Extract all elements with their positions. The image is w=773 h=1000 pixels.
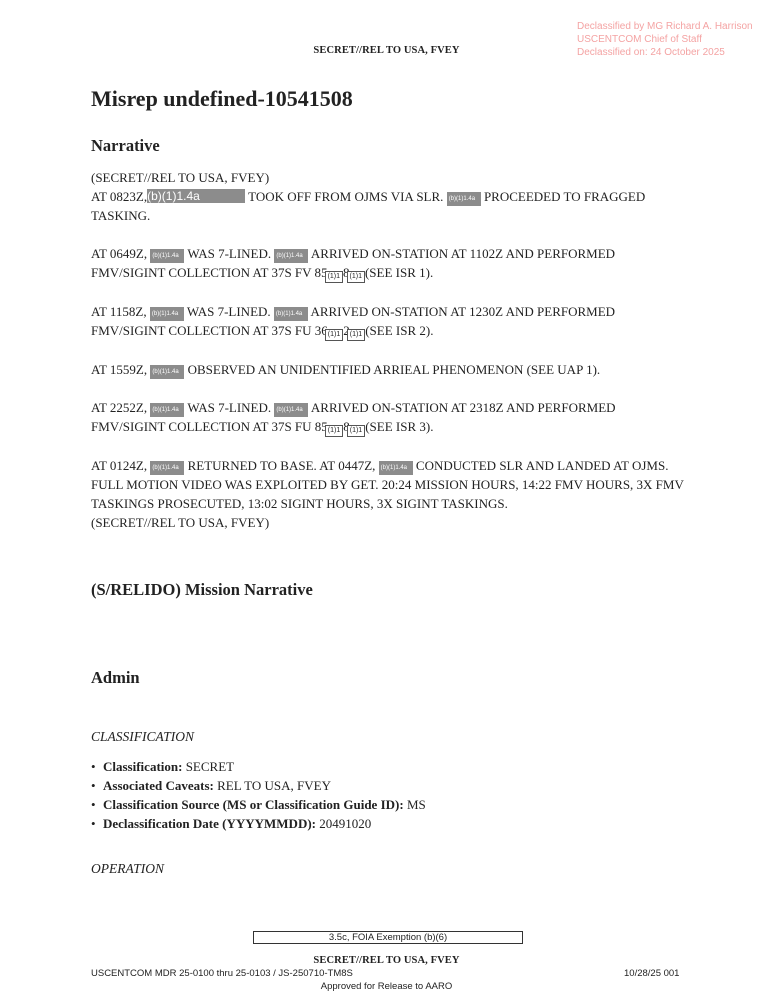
foia-exemption-box: 3.5c, FOIA Exemption (b)(6) bbox=[253, 931, 523, 944]
redaction-box: (1)1 bbox=[325, 271, 343, 283]
narrative-heading: Narrative bbox=[91, 136, 160, 155]
narrative-body bbox=[91, 168, 691, 532]
classification-marking: (SECRET//REL TO USA, FVEY) bbox=[91, 515, 270, 530]
redaction-box: (1)1 bbox=[347, 329, 365, 341]
redaction-box: (b)(1)1.4a bbox=[274, 307, 308, 321]
redaction-box: (b)(1)1.4a bbox=[274, 249, 308, 263]
footer-date-page: 10/28/25 001 bbox=[624, 968, 680, 979]
redaction-box: (b)(1)1.4a bbox=[150, 461, 184, 475]
redaction-box: (b)(1)1.4a bbox=[150, 249, 184, 263]
admin-heading: Admin bbox=[91, 668, 140, 687]
narrative-paragraph-5: AT 2252Z, (b)(1)1.4a WAS 7-LINED. (b)(1)1.4a ARRIVED ON-STATION AT 2318Z AND PERFORMED FMV/SIGINT COLLECTION AT 37S FU 85 (1)1 8 (1)1 (SEE ISR 3). bbox=[91, 398, 691, 437]
redaction-box: (b)(1)1.4a bbox=[274, 403, 308, 417]
narrative-paragraph-1: AT 0823Z,(b)(1)1.4a TOOK OFF FROM OJMS VIA SLR. (b)(1)1.4a PROCEEDED TO FRAGGED TASKING. bbox=[91, 189, 646, 223]
narrative-paragraph-4: AT 1559Z, (b)(1)1.4a OBSERVED AN UNIDENTIFIED ARRIEAL PHENOMENON (SEE UAP 1). bbox=[91, 362, 601, 377]
declassified-on: Declassified on: 24 October 2025 bbox=[577, 47, 725, 58]
list-item: • Classification: SECRET bbox=[91, 759, 235, 774]
redaction-box: (1)1 bbox=[325, 425, 343, 437]
list-item: • Classification Source (MS or Classification Guide ID): MS bbox=[91, 797, 426, 812]
narrative-paragraph-6: AT 0124Z, (b)(1)1.4a RETURNED TO BASE. AT 0447Z, (b)(1)1.4a CONDUCTED SLR AND LANDED AT OJMS. FULL MOTION VIDEO WAS EXPLOITED BY GET. 20:24 MISSION HOURS, 14:22 FMV HOURS, 3X FMV TASKINGS PROSECUTED, 13:02 SIGINT HOURS, 3X SIGINT TASKINGS. bbox=[91, 458, 684, 511]
narrative-paragraph-3: AT 1158Z, (b)(1)1.4a WAS 7-LINED. (b)(1)1.4a ARRIVED ON-STATION AT 1230Z AND PERFORMED FMV/SIGINT COLLECTION AT 37S FU 36 (1)1 2 (1)1 (SEE ISR 2). bbox=[91, 302, 691, 341]
redaction-box: (b)(1)1.4a bbox=[147, 189, 245, 203]
list-item: • Associated Caveats: REL TO USA, FVEY bbox=[91, 778, 331, 793]
narrative-paragraph-2: AT 0649Z, (b)(1)1.4a WAS 7-LINED. (b)(1)1.4a ARRIVED ON-STATION AT 1102Z AND PERFORMED FMV/SIGINT COLLECTION AT 37S FV 85 (1)1 8 (1)1 (SEE ISR 1). bbox=[91, 244, 691, 283]
classification-list bbox=[91, 757, 426, 833]
redaction-box: (b)(1)1.4a bbox=[150, 307, 184, 321]
redaction-box: (1)1 bbox=[325, 329, 343, 341]
redaction-box: (1)1 bbox=[347, 425, 365, 437]
redaction-box: (b)(1)1.4a bbox=[447, 192, 481, 206]
operation-caption: OPERATION bbox=[91, 861, 164, 876]
mission-narrative-heading: (S/RELIDO) Mission Narrative bbox=[91, 580, 313, 599]
redaction-box: (b)(1)1.4a bbox=[379, 461, 413, 475]
list-item: • Declassification Date (YYYYMMDD): 20491020 bbox=[91, 816, 372, 831]
classification-banner-bottom: SECRET//REL TO USA, FVEY bbox=[313, 955, 460, 966]
classification-caption: CLASSIFICATION bbox=[91, 729, 195, 744]
footer-document-id: USCENTCOM MDR 25-0100 thru 25-0103 / JS-250710-TM8S bbox=[91, 968, 353, 979]
classification-marking: (SECRET//REL TO USA, FVEY) bbox=[91, 170, 270, 185]
redaction-box: (1)1 bbox=[347, 271, 365, 283]
declassified-by: Declassified by MG Richard A. Harrison bbox=[577, 21, 753, 32]
classification-banner-top: SECRET//REL TO USA, FVEY bbox=[313, 45, 460, 56]
redaction-box: (b)(1)1.4a bbox=[150, 403, 184, 417]
declassifier-title: USCENTCOM Chief of Staff bbox=[577, 34, 702, 45]
page-title: Misrep undefined-10541508 bbox=[91, 86, 353, 111]
redaction-box: (b)(1)1.4a bbox=[150, 365, 184, 379]
release-approval: Approved for Release to AARO bbox=[320, 981, 453, 992]
